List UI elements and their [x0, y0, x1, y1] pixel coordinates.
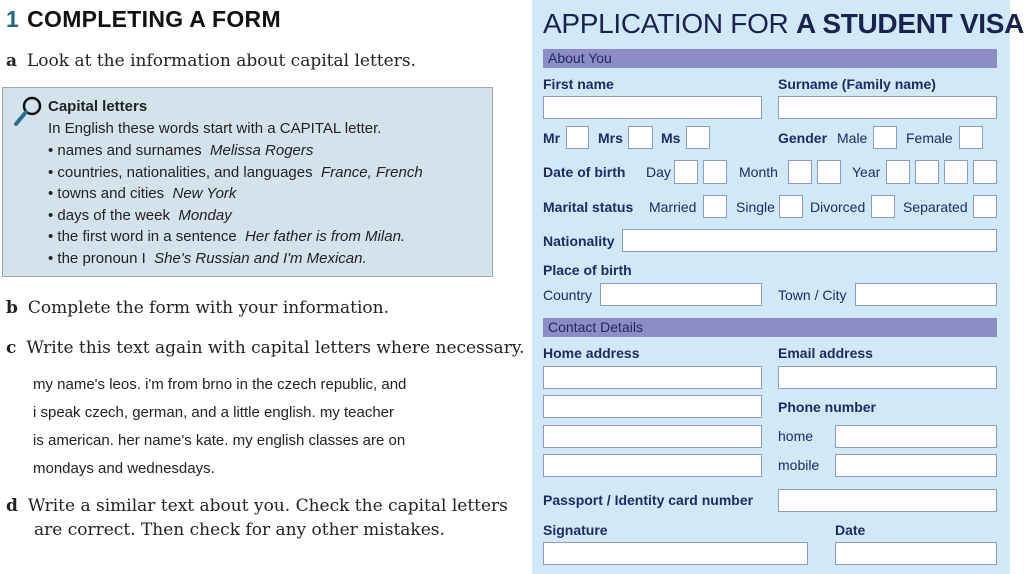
first-name-input[interactable]	[543, 96, 762, 119]
day-digit-2[interactable]	[703, 160, 727, 184]
tip-item: • the pronoun I She's Russian and I'm Mexican.	[48, 249, 367, 267]
label-male: Male	[837, 130, 868, 146]
label-year: Year	[852, 164, 881, 180]
instruction-d	[6, 496, 508, 516]
male-checkbox[interactable]	[873, 126, 897, 149]
label-phone: Phone number	[778, 399, 877, 415]
tip-example: Melissa Rogers	[210, 142, 314, 159]
mrs-checkbox[interactable]	[628, 126, 653, 149]
label-marital: Marital status	[543, 199, 634, 215]
label-female: Female	[906, 130, 953, 146]
section-heading	[6, 6, 281, 33]
label-signature: Signature	[543, 522, 608, 538]
tip-example: France, French	[320, 163, 423, 181]
text: Write a similar text about you. Check the capital letters	[27, 496, 508, 516]
month-digit-1[interactable]	[788, 160, 812, 184]
label-date: Date	[835, 522, 866, 538]
month-digit-2[interactable]	[817, 160, 841, 184]
label-dob: Date of birth	[543, 164, 626, 180]
text: Look at the information about capital letters.	[27, 51, 416, 71]
mr-checkbox[interactable]	[566, 126, 589, 149]
tip-text: towns and cities	[57, 185, 165, 203]
label-gender: Gender	[778, 130, 828, 146]
section-contact-details: Contact Details	[543, 318, 997, 337]
tip-item: • the first word in a sentence Her father is from Milan.	[48, 228, 406, 246]
tip-title: Capital letters	[48, 98, 148, 115]
tip-text: days of the week	[57, 206, 170, 224]
ms-checkbox[interactable]	[686, 126, 710, 149]
label-email: Email address	[778, 345, 873, 361]
tip-text: countries, nationalities, and languages	[57, 163, 313, 181]
label-day: Day	[646, 164, 671, 180]
passage-line: is american. her name's kate. my english classes are on	[33, 432, 406, 449]
tip-example: New York	[172, 185, 237, 203]
label-home-address: Home address	[543, 345, 640, 361]
tip-item: • towns and cities New York	[48, 185, 237, 203]
married-checkbox[interactable]	[703, 195, 727, 218]
home-phone-input[interactable]	[835, 425, 997, 448]
label-ms: Ms	[661, 130, 681, 146]
tip-text: names and surnames	[57, 142, 202, 159]
label-married: Married	[649, 199, 697, 215]
tip-example: Her father is from Milan.	[245, 228, 406, 246]
magnifier-icon	[11, 94, 45, 128]
home-address-line-2[interactable]	[543, 395, 762, 418]
single-checkbox[interactable]	[779, 195, 803, 218]
home-address-line-4[interactable]	[543, 454, 762, 477]
nationality-input[interactable]	[622, 229, 997, 252]
label-place-of-birth: Place of birth	[543, 262, 632, 278]
title-plain: APPLICATION FOR	[543, 8, 796, 39]
passage-line: mondays and wednesdays.	[33, 460, 215, 477]
tip-list	[48, 142, 423, 272]
label-single: Single	[736, 199, 775, 215]
letter: b	[6, 298, 18, 318]
tip-item: • names and surnames Melissa Rogers	[48, 142, 314, 159]
section-title: COMPLETING A FORM	[27, 6, 281, 32]
date-input[interactable]	[835, 542, 997, 565]
year-digit-3[interactable]	[944, 160, 968, 184]
label-home: home	[778, 428, 814, 444]
letter: a	[6, 51, 18, 71]
town-city-input[interactable]	[855, 283, 997, 306]
text: Complete the form with your information.	[27, 298, 389, 318]
tip-example: Monday	[178, 206, 232, 224]
signature-input[interactable]	[543, 542, 808, 565]
passage-line: my name's leos. i'm from brno in the czech republic, and	[33, 376, 407, 393]
home-address-line-1[interactable]	[543, 366, 762, 389]
section-number: 1	[6, 6, 20, 32]
tip-text: the first word in a sentence	[57, 228, 237, 246]
tip-item: • countries, nationalities, and languages France, French	[48, 163, 423, 181]
tip-example: She's Russian and I'm Mexican.	[154, 249, 367, 267]
year-digit-4[interactable]	[973, 160, 997, 184]
letter: c	[6, 338, 17, 358]
label-passport: Passport / Identity card number	[543, 492, 754, 508]
label-month: Month	[739, 164, 778, 180]
label-town: Town / City	[778, 287, 847, 303]
label-mobile: mobile	[778, 457, 820, 473]
email-input[interactable]	[778, 366, 997, 389]
text: Write this text again with capital letters where necessary.	[26, 338, 525, 358]
separated-checkbox[interactable]	[973, 195, 997, 218]
surname-input[interactable]	[778, 96, 997, 119]
instruction-d-line2: are correct. Then check for any other mistakes.	[34, 520, 445, 540]
year-digit-2[interactable]	[915, 160, 939, 184]
day-digit-1[interactable]	[674, 160, 698, 184]
label-nationality: Nationality	[543, 233, 615, 249]
capital-letters-tip-box	[2, 87, 493, 277]
tip-item: • days of the week Monday	[48, 206, 232, 224]
label-surname: Surname (Family name)	[778, 76, 936, 92]
title-bold: A STUDENT VISA	[795, 8, 1024, 39]
country-input[interactable]	[600, 283, 762, 306]
label-divorced: Divorced	[810, 199, 866, 215]
divorced-checkbox[interactable]	[871, 195, 895, 218]
passage-line: i speak czech, german, and a little english. my teacher	[33, 404, 395, 421]
label-first-name: First name	[543, 76, 614, 92]
female-checkbox[interactable]	[959, 126, 983, 149]
instruction-b	[6, 298, 389, 318]
label-mrs: Mrs	[598, 130, 623, 146]
label-mr: Mr	[543, 130, 561, 146]
year-digit-1[interactable]	[886, 160, 910, 184]
instruction-c	[6, 338, 525, 358]
tip-text: the pronoun I	[57, 249, 146, 267]
label-separated: Separated	[903, 199, 968, 215]
form-title	[543, 8, 1024, 40]
tip-intro: In English these words start with a CAPITAL letter.	[48, 120, 382, 137]
letter: d	[6, 496, 18, 516]
passport-input[interactable]	[778, 489, 997, 512]
home-address-line-3[interactable]	[543, 425, 762, 448]
section-about-you: About You	[543, 49, 997, 68]
instruction-a	[6, 51, 416, 71]
mobile-phone-input[interactable]	[835, 454, 997, 477]
label-country: Country	[543, 287, 593, 303]
